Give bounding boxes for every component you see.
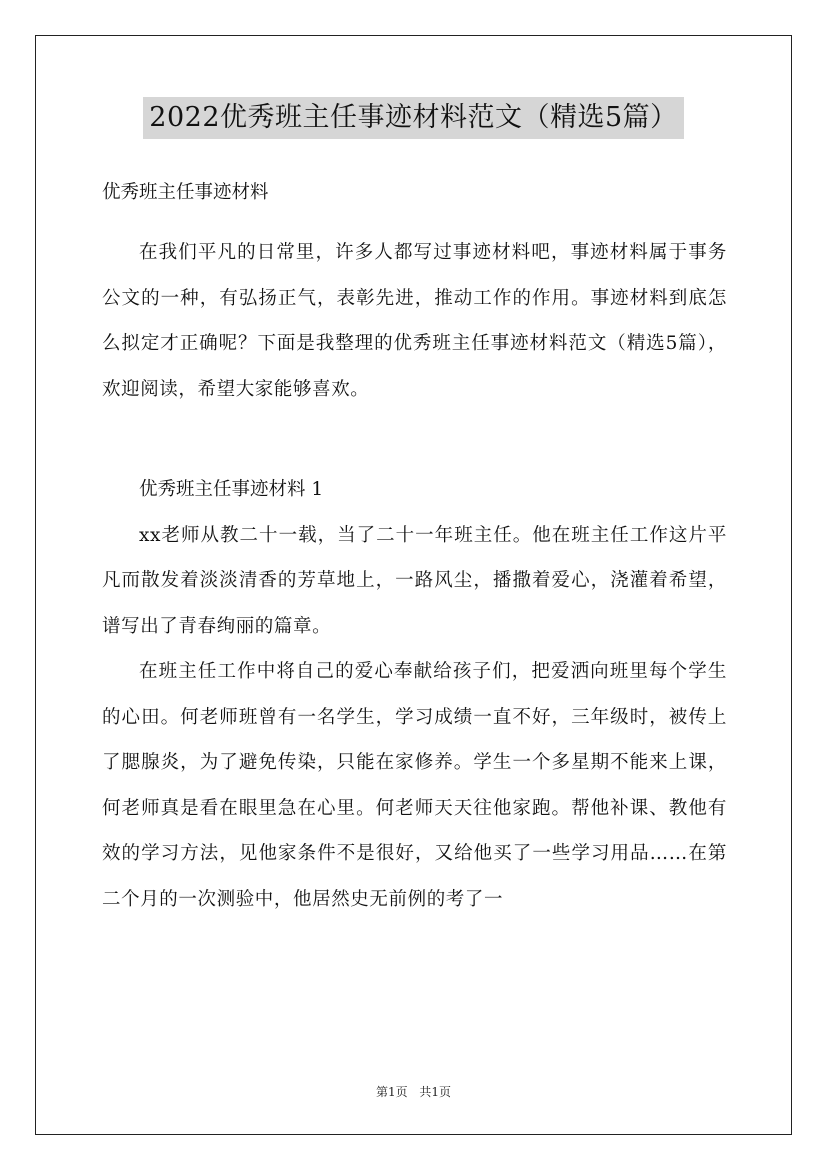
intro-paragraph: 在我们平凡的日常里，许多人都写过事迹材料吧，事迹材料属于事务公文的一种，有弘扬正气，表彰先进，推动工作的作用。事迹材料到底怎么拟定才正确呢？下面是我整理的优秀班主任事迹材料范文（精选5篇），欢迎阅读，希望大家能够喜欢。	[102, 242, 727, 400]
document-body	[102, 178, 727, 922]
title-container	[0, 97, 827, 139]
page-number: 第1页	[375, 1085, 408, 1099]
page-footer	[0, 1083, 827, 1100]
body-paragraph: 在班主任工作中将自己的爱心奉献给孩子们，把爱洒向班里每个学生的心田。何老师班曾有一名学生，学习成绩一直不好，三年级时，被传上了腮腺炎，为了避免传染，只能在家修养。学生一个多星期不能来上课，何老师真是看在眼里急在心里。何老师天天往他家跑。帮他补课、教他有效的学习方法，见他家条件不是很好，又给他买了一些学习用品……在第二个月的一次测验中，他居然史无前例的考了一	[102, 661, 727, 910]
section-title: 优秀班主任事迹材料 1	[139, 479, 324, 500]
page-total: 共1页	[419, 1085, 452, 1099]
section-spacer	[102, 412, 727, 467]
body-paragraph: xx老师从教二十一载，当了二十一年班主任。他在班主任工作这片平凡而散发着淡淡清香的芳草地上，一路风尘，播撒着爱心，浇灌着希望，谱写出了青春绚丽的篇章。	[102, 524, 727, 637]
document-title: 2022优秀班主任事迹材料范文（精选5篇）	[143, 97, 683, 139]
document-subheading: 优秀班主任事迹材料	[102, 182, 269, 203]
